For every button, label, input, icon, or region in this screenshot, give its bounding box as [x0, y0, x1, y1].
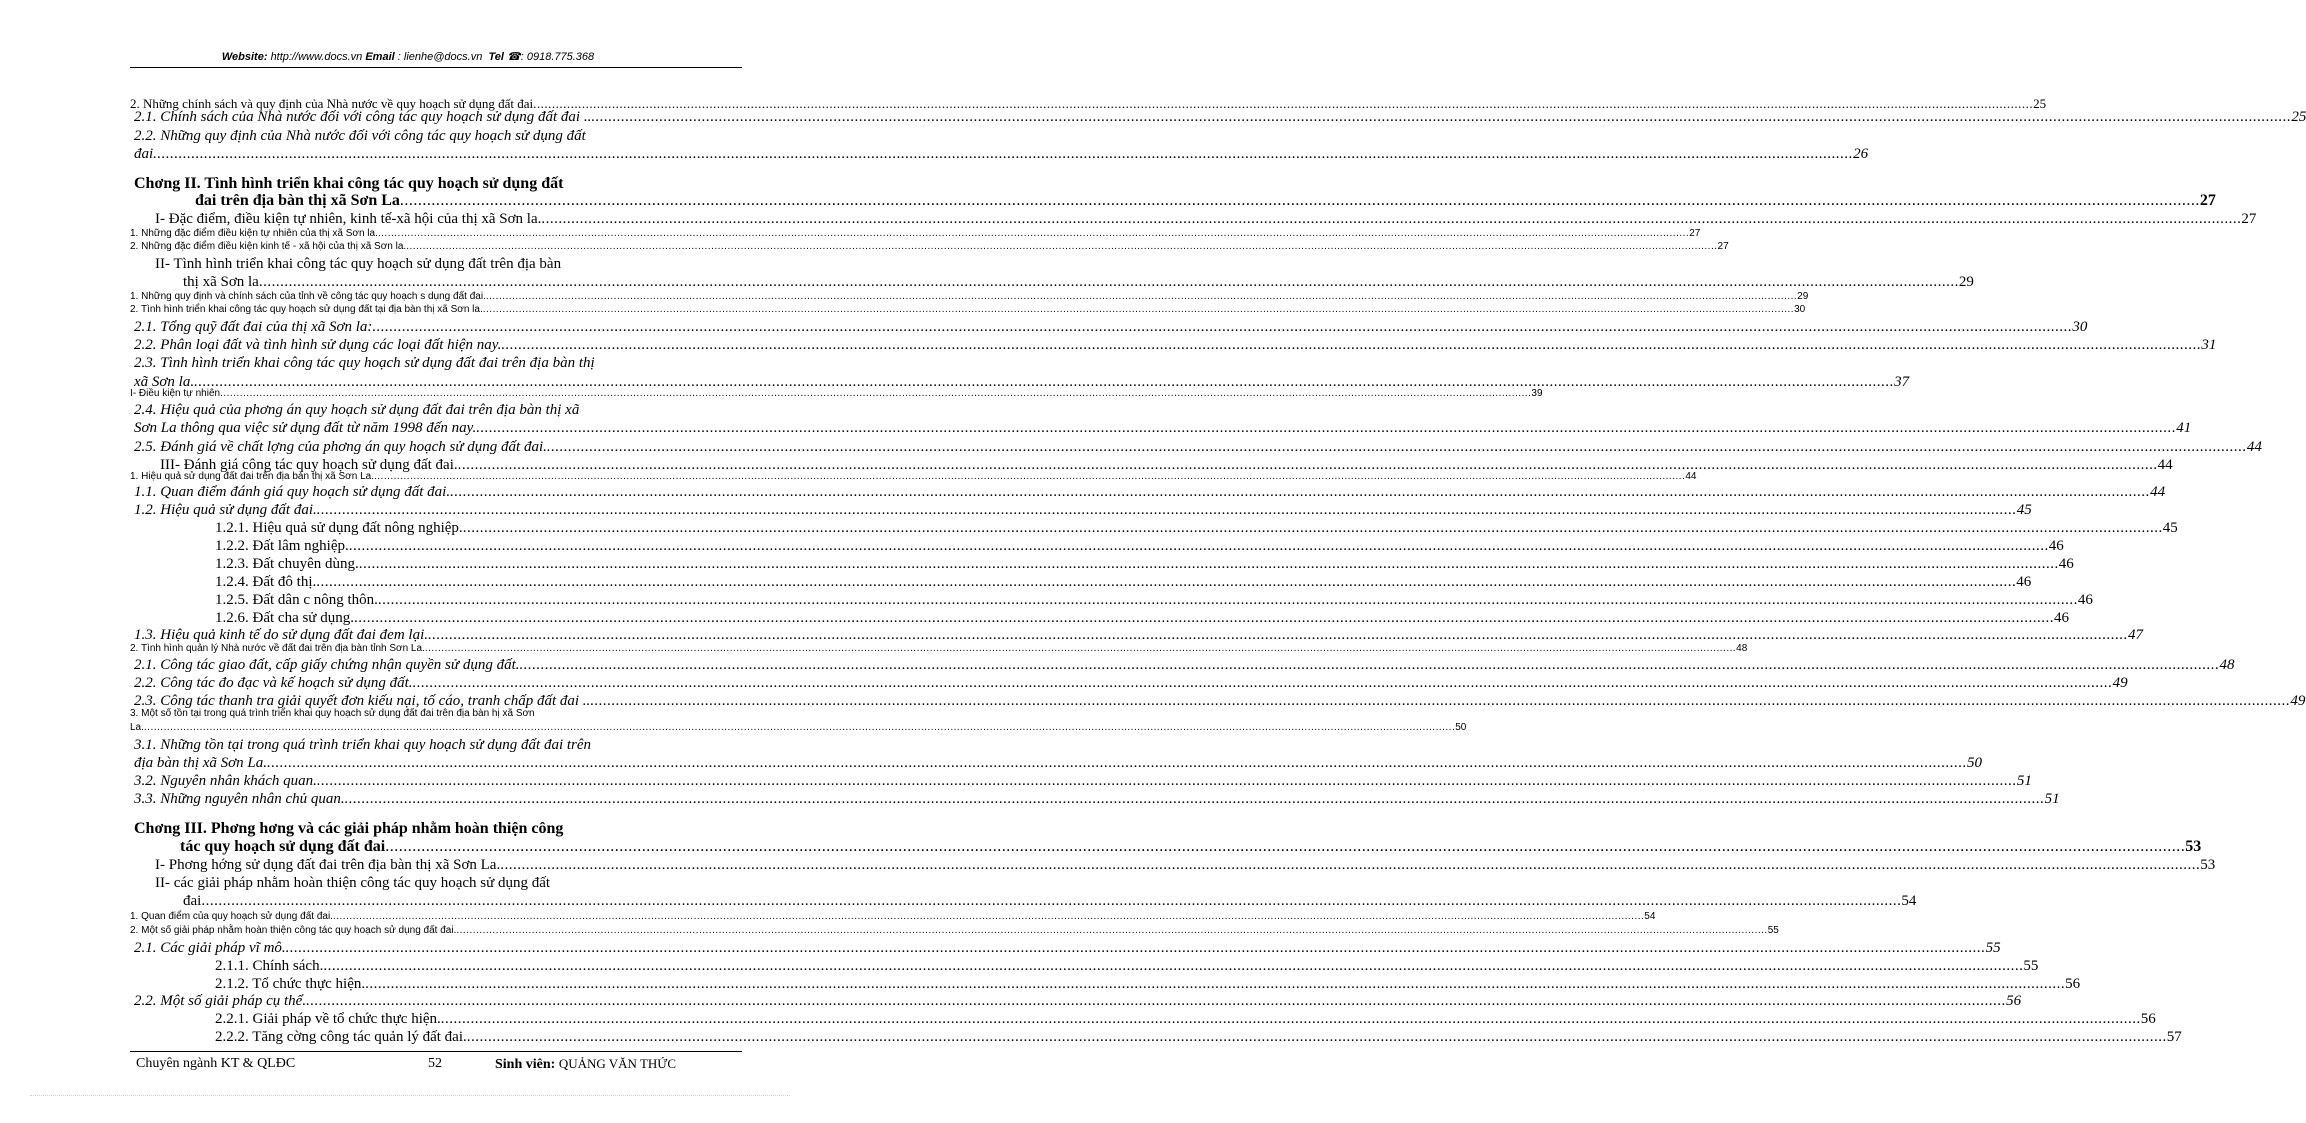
toc-page-number: 29 [1958, 274, 1974, 290]
student-label: Sinh viên: [495, 1057, 556, 1072]
toc-leader-dots: ................................................................................................................................................................................................................................................................................................................................................................................................................ [482, 304, 1795, 315]
toc-leader-dots: ................................................................................................................................................................................................................................................................................................................................................................................................................ [428, 627, 2128, 643]
toc-leader-dots: ................................................................................................................................................................................................................................................................................................................................................................................................................ [306, 993, 2007, 1009]
toc-leader-dots: ................................................................................................................................................................................................................................................................................................................................................................................................................ [344, 791, 2045, 807]
toc-entry [130, 240, 1729, 253]
toc-leader-dots: ................................................................................................................................................................................................................................................................................................................................................................................................................ [258, 274, 1959, 290]
toc-page-number: 53 [2200, 857, 2216, 873]
toc-page-number: 25 [2033, 96, 2047, 111]
phone-icon: ☎ [507, 51, 521, 63]
toc-entry-title: III- Đánh giá công tác quy hoạch sử dụng đất đai. [160, 457, 458, 473]
toc-entry-title: I- Đặc điểm, điều kiện tự nhiên, kinh tế-xã hội của thị xã Sơn la. [155, 211, 542, 227]
toc-entry [134, 127, 740, 145]
toc-page-number: 55 [1767, 925, 1779, 936]
toc-leader-dots: ................................................................................................................................................................................................................................................................................................................................................................................................................ [365, 976, 2066, 992]
toc-entry [134, 736, 740, 754]
toc-entry-title: 1.3. Hiệu quả kinh tế do sử dụng đất đai đem lại. [134, 627, 428, 643]
toc-entry-title: 2.1. Các giải pháp vĩ mô. [134, 940, 286, 956]
toc-entry [130, 387, 1543, 400]
toc-page-number: 56 [2065, 976, 2081, 992]
toc-entry-title: 2.2. Một số giải pháp cụ thể. [134, 993, 307, 1009]
email-label: Email [365, 51, 395, 63]
toc-leader-dots: ................................................................................................................................................................................................................................................................................................................................................................................................................ [546, 439, 2247, 455]
toc-leader-dots: ................................................................................................................................................................................................................................................................................................................................................................................................................ [358, 556, 2059, 572]
toc-page-number: 44 [2150, 484, 2166, 500]
toc-entry-title: 1. Những quy định và chính sách của tỉnh về công tác quy hoạch s dụng đất đai. [130, 291, 486, 302]
toc-leader-dots: ................................................................................................................................................................................................................................................................................................................................................................................................................ [590, 693, 2291, 709]
toc-leader-dots: ................................................................................................................................................................................................................................................................................................................................................................................................................ [332, 911, 1645, 922]
page-number: 52 [428, 1056, 442, 1071]
toc-entry-title: 1. Hiệu quả sử dụng đất đai trên địa bàn thị xã Sơn La. [130, 471, 374, 482]
toc-page-number: 49 [2112, 675, 2128, 691]
toc-entry-title: Sơn La thông qua việc sử dụng đất từ năm 1998 đến nay. [134, 420, 477, 436]
email-address[interactable]: lienhe@docs.vn [403, 51, 483, 63]
toc-entry-title: 2.3. Tình hình triển khai công tác quy hoạch sử dụng đất đai trên địa bàn thị [134, 355, 595, 371]
toc-page-number: 30 [2072, 319, 2088, 335]
toc-entry-title: đai trên địa bàn thị xã Sơn La [195, 192, 400, 209]
toc-entry-title: La. [130, 722, 144, 733]
toc-leader-dots: ................................................................................................................................................................................................................................................................................................................................................................................................................ [194, 374, 1895, 390]
page-bottom-rule [30, 1095, 790, 1096]
toc-entry-title: đai [134, 146, 154, 162]
toc-page-number: 46 [2016, 574, 2032, 590]
toc-leader-dots: ................................................................................................................................................................................................................................................................................................................................................................................................................ [541, 211, 2242, 227]
toc-entry [130, 707, 740, 720]
toc-page-number: 53 [2185, 838, 2202, 855]
toc-leader-dots: ................................................................................................................................................................................................................................................................................................................................................................................................................ [201, 893, 1902, 909]
toc-page-number: 50 [1455, 722, 1467, 733]
toc-entry [130, 290, 1809, 303]
toc-leader-dots: ................................................................................................................................................................................................................................................................................................................................................................................................................ [267, 755, 1968, 771]
toc-entry [134, 939, 2001, 957]
toc-entry-title: 2.1.2. Tổ chức thực hiện. [215, 976, 366, 992]
toc-entry [215, 975, 2081, 993]
toc-page-number: 45 [2162, 520, 2178, 536]
toc-entry-title: II- các giải pháp nhằm hoàn thiện công tác quy hoạch sử dụng đất [155, 875, 551, 891]
toc-entry-title: 1.2.3. Đất chuyên dùng. [215, 556, 359, 572]
toc-entry [130, 303, 1806, 316]
toc-leader-dots: ................................................................................................................................................................................................................................................................................................................................................................................................................ [377, 228, 1690, 239]
toc-entry-title: 1.1. Quan điểm đánh giá quy hoạch sử dụng đất đai. [134, 484, 451, 500]
toc-page-number: 39 [1531, 388, 1543, 399]
toc-entry [134, 145, 1869, 163]
toc-page-number: 48 [1736, 643, 1748, 654]
toc-entry [134, 674, 2128, 692]
toc-entry [130, 924, 1779, 937]
toc-page-number: 57 [2166, 1029, 2182, 1045]
toc-entry [134, 401, 740, 419]
toc-entry-title: 2.2.2. Tăng cờng công tác quản lý đất đai. [215, 1029, 467, 1045]
toc-leader-dots: ................................................................................................................................................................................................................................................................................................................................................................................................................ [373, 471, 1686, 482]
toc-entry [180, 837, 2202, 856]
toc-leader-dots: ................................................................................................................................................................................................................................................................................................................................................................................................................ [348, 538, 2049, 554]
toc-entry [195, 191, 2216, 210]
toc-entry-title: 1.2. Hiệu quả sử dụng đất đai. [134, 502, 317, 518]
toc-entry-title: 1.2.6. Đất cha sử dụng. [215, 610, 354, 626]
toc-entry-title: xã Sơn la. [134, 374, 195, 390]
toc-page-number: 44 [2157, 457, 2173, 473]
tel-label: Tel [488, 51, 504, 63]
toc-page-number: 46 [2053, 610, 2069, 626]
toc-entry-title: 2.3. Công tác thanh tra giải quyết đơn kiếu nại, tố cáo, tranh chấp đất đai .. [134, 693, 591, 709]
toc-page-number: 27 [2241, 211, 2257, 227]
toc-page-number: 55 [2023, 958, 2039, 974]
toc-page-number: 44 [2246, 439, 2262, 455]
toc-entry-title: 2.1. Tổng quỹ đất đai của thị xã Sơn la: [134, 319, 373, 335]
toc-leader-dots: ................................................................................................................................................................................................................................................................................................................................................................................................................ [440, 1011, 2141, 1027]
toc-entry [134, 754, 1983, 772]
toc-entry [183, 892, 1917, 910]
toc-entry [134, 354, 740, 372]
toc-entry [130, 227, 1701, 240]
toc-leader-dots: ................................................................................................................................................................................................................................................................................................................................................................................................................ [466, 1029, 2167, 1045]
toc-entry [215, 519, 2178, 537]
toc-page-number: 46 [2058, 556, 2074, 572]
toc-entry [134, 819, 740, 838]
toc-page-number: 27 [1689, 228, 1701, 239]
toc-page-number: 49 [2290, 693, 2306, 709]
toc-entry [134, 419, 2192, 437]
toc-page-number: 51 [2044, 791, 2060, 807]
footer-major: Chuyên ngành KT & QLĐC [136, 1056, 296, 1071]
toc-page-number: 47 [2128, 627, 2143, 643]
toc-entry-title: Chơng III. Phơng hơng và các giải pháp nhằm hoàn thiện công [134, 820, 564, 837]
toc-entry-title: 2.2. Công tác đo đạc và kế hoạch sử dụng đất. [134, 675, 413, 691]
toc-leader-dots: ................................................................................................................................................................................................................................................................................................................................................................................................................ [316, 502, 2017, 518]
toc-entry-title: 1.2.2. Đất lâm nghiệp. [215, 538, 349, 554]
toc-leader-dots: ................................................................................................................................................................................................................................................................................................................................................................................................................ [220, 388, 1532, 399]
toc-entry [130, 721, 1467, 734]
toc-entry-title: 1.2.1. Hiệu quả sử dụng đất nông nghiệp. [215, 520, 463, 536]
toc-leader-dots: ................................................................................................................................................................................................................................................................................................................................................................................................................ [457, 457, 2158, 473]
toc-entry-title: 3.3. Những nguyên nhân chủ quan. [134, 791, 345, 807]
toc-entry [183, 273, 1974, 291]
toc-page-number: 44 [1685, 471, 1697, 482]
toc-entry-title: 1. Quan điểm của quy hoạch sử dụng đất đai. [130, 911, 333, 922]
toc-entry [134, 318, 2088, 336]
toc-entry [155, 856, 2216, 874]
toc-leader-dots: ................................................................................................................................................................................................................................................................................................................................................................................................................ [533, 96, 2034, 111]
toc-entry-title: 2. Những đặc điểm điều kiện kinh tế - xã hội của thị xã Sơn la. [130, 241, 407, 252]
toc-entry-title: Chơng II. Tình hình triển khai công tác quy hoạch sử dụng đất [134, 175, 564, 192]
toc-page-number: 56 [2140, 1011, 2156, 1027]
website-url[interactable]: http://www.docs.vn [270, 51, 363, 63]
toc-entry-title: 2. Tình hình triển khai công tác quy hoạch sử dụng đất tại địa bàn thị xã Sơn la. [130, 304, 483, 315]
toc-entry [155, 874, 740, 892]
toc-entry-title: 2. Một số giải pháp nhằm hoàn thiện công tác quy hoạch sử dụng đất đai. [130, 925, 457, 936]
toc-entry-title: 2.2.1. Giải pháp về tổ chức thực hiện. [215, 1011, 441, 1027]
toc-page-number: 56 [2006, 993, 2022, 1009]
toc-leader-dots: ................................................................................................................................................................................................................................................................................................................................................................................................................ [143, 722, 1456, 733]
toc-page-number: 51 [2016, 773, 2032, 789]
toc-entry-title: 1.2.4. Đất đô thị. [215, 574, 317, 590]
toc-leader-dots: ................................................................................................................................................................................................................................................................................................................................................................................................................ [450, 484, 2151, 500]
toc-entry-title: 2. Những chính sách và quy định của Nhà nước về quy hoạch sử dụng đất đai [130, 96, 534, 111]
toc-entry-title: 3.1. Những tồn tại trong quá trình triển khai quy hoạch sử dụng đất đai trên [134, 737, 592, 753]
website-label: Website [221, 51, 264, 63]
toc-entry [134, 336, 2217, 354]
toc-entry-title: địa bàn thị xã Sơn La. [134, 755, 268, 771]
toc-entry-title: I- Điều kiện tự nhiên [130, 388, 221, 399]
toc-leader-dots: ................................................................................................................................................................................................................................................................................................................................................................................................................ [323, 958, 2024, 974]
toc-entry [134, 772, 2032, 790]
toc-entry [215, 609, 2069, 627]
toc-entry [130, 910, 1656, 923]
toc-leader-dots: ................................................................................................................................................................................................................................................................................................................................................................................................................ [353, 610, 2054, 626]
tel-number: 0918.775.368 [526, 51, 595, 63]
footer-rule [130, 1051, 742, 1052]
toc-page-number: 37 [1894, 374, 1910, 390]
toc-leader-dots: ................................................................................................................................................................................................................................................................................................................................................................................................................ [316, 574, 2017, 590]
toc-leader-dots: ................................................................................................................................................................................................................................................................................................................................................................................................................ [501, 337, 2202, 353]
toc-entry-title: thị xã Sơn la [183, 274, 259, 290]
toc-entry-title: 2.1. Chính sách của Nhà nước đối với công tác quy hoạch sử dụng đất đai .. [134, 109, 592, 125]
toc-page-number: 30 [1794, 304, 1806, 315]
toc-page-number: 27 [1717, 241, 1729, 252]
header-rule [130, 67, 742, 68]
toc-entry-title: 1. Những đặc điểm điều kiện tự nhiên của thị xã Sơn la. [130, 228, 378, 239]
toc-entry [215, 1010, 2156, 1028]
toc-entry [215, 957, 2039, 975]
toc-entry-title: tác quy hoạch sử dụng đất đai [180, 838, 386, 855]
toc-page-number: 26 [1853, 146, 1869, 162]
toc-entry-title: 2.4. Hiệu quả của phơng án quy hoạch sử dụng đất đai trên địa bàn thị xã [134, 402, 580, 418]
student-name: QUẢNG VĂN THỨC [558, 1056, 677, 1071]
toc-page-number: 45 [2016, 502, 2032, 518]
toc-entry [215, 1028, 2182, 1046]
toc-leader-dots: ................................................................................................................................................................................................................................................................................................................................................................................................................ [399, 192, 2200, 209]
toc-leader-dots: ................................................................................................................................................................................................................................................................................................................................................................................................................ [153, 146, 1854, 162]
toc-leader-dots: ................................................................................................................................................................................................................................................................................................................................................................................................................ [385, 838, 2186, 855]
toc-page-number: 55 [1985, 940, 2001, 956]
toc-entry-title: II- Tình hình triển khai công tác quy hoạch sử dụng đất trên địa bàn [155, 256, 562, 272]
toc-entry [130, 470, 1697, 483]
toc-entry [134, 501, 2032, 519]
toc-entry-title: 3. Một số tồn tại trong quá trình triển khai quy hoạch sử dụng đất đai trên địa bàn hị xã Sơn [130, 708, 535, 719]
toc-leader-dots: ................................................................................................................................................................................................................................................................................................................................................................................................................ [316, 773, 2017, 789]
toc-entry [155, 255, 740, 273]
toc-entry [155, 210, 2257, 228]
toc-entry [134, 483, 2166, 501]
toc-entry-title: 2.2. Phân loại đất và tình hình sử dụng các loại đất hiện nay. [134, 337, 502, 353]
toc-entry-title: 2.1.1. Chính sách. [215, 958, 324, 974]
toc-page-number: 46 [2048, 538, 2064, 554]
toc-leader-dots: ................................................................................................................................................................................................................................................................................................................................................................................................................ [285, 940, 1986, 956]
toc-page-number: 54 [1901, 893, 1917, 909]
toc-leader-dots: ................................................................................................................................................................................................................................................................................................................................................................................................................ [424, 643, 1737, 654]
toc-leader-dots: ................................................................................................................................................................................................................................................................................................................................................................................................................ [406, 241, 1718, 252]
toc-entry-title: I- Phơng hớng sử dụng đất đai trên địa bàn thị xã Sơn La. [155, 857, 501, 873]
toc-page-number: 25 [2291, 109, 2306, 125]
toc-entry [134, 992, 2022, 1010]
toc-entry [215, 591, 2093, 609]
toc-entry-title: 2.5. Đánh giá về chất lợng của phơng án quy hoạch sử dụng đất đai. [134, 439, 547, 455]
toc-leader-dots: ................................................................................................................................................................................................................................................................................................................................................................................................................ [500, 857, 2201, 873]
toc-page-number: 48 [2219, 657, 2235, 673]
toc-entry [134, 656, 2235, 674]
toc-leader-dots: ................................................................................................................................................................................................................................................................................................................................................................................................................ [372, 319, 2073, 335]
toc-page-number: 54 [1644, 911, 1656, 922]
toc-leader-dots: ................................................................................................................................................................................................................................................................................................................................................................................................................ [485, 291, 1798, 302]
toc-entry-title: 1.2.5. Đất dân c nông thôn. [215, 592, 378, 608]
toc-entry-title: đai [183, 893, 202, 909]
toc-entry [130, 642, 1748, 655]
toc-entry-title: 3.2. Nguyên nhân khách quan. [134, 773, 317, 789]
toc-page-number: 46 [2077, 592, 2093, 608]
toc-entry [134, 790, 2060, 808]
toc-entry-title: 2.2. Những quy định của Nhà nước đối với công tác quy hoạch sử dụng đất [134, 128, 586, 144]
toc-leader-dots: ................................................................................................................................................................................................................................................................................................................................................................................................................ [377, 592, 2078, 608]
toc-leader-dots: ................................................................................................................................................................................................................................................................................................................................................................................................................ [462, 520, 2163, 536]
toc-page-number: 41 [2176, 420, 2192, 436]
toc-entry-title: 2.1. Công tác giao đất, cấp giấy chứng nhận quyền sử dụng đất. [134, 657, 520, 673]
toc-page-number: 27 [2199, 192, 2216, 209]
toc-leader-dots: ................................................................................................................................................................................................................................................................................................................................................................................................................ [456, 925, 1768, 936]
toc-leader-dots: ................................................................................................................................................................................................................................................................................................................................................................................................................ [476, 420, 2177, 436]
toc-entry [215, 537, 2064, 555]
toc-entry [215, 555, 2074, 573]
toc-page-number: 29 [1797, 291, 1809, 302]
toc-entry-title: 2. Tình hình quản lý Nhà nước về đất đai trên địa bàn tỉnh Sơn La. [130, 643, 425, 654]
page-header: Website: http://www.docs.vn Email : lienhe@docs.vn Tel ☎: 0918.775.368 [221, 51, 595, 63]
toc-entry [134, 438, 2262, 456]
toc-leader-dots: ................................................................................................................................................................................................................................................................................................................................................................................................................ [519, 657, 2220, 673]
toc-leader-dots: ................................................................................................................................................................................................................................................................................................................................................................................................................ [591, 109, 2292, 125]
toc-leader-dots: ................................................................................................................................................................................................................................................................................................................................................................................................................ [412, 675, 2113, 691]
toc-page-number: 50 [1967, 755, 1983, 771]
toc-entry [215, 573, 2032, 591]
toc-page-number: 31 [2201, 337, 2217, 353]
toc-entry [134, 108, 2306, 126]
